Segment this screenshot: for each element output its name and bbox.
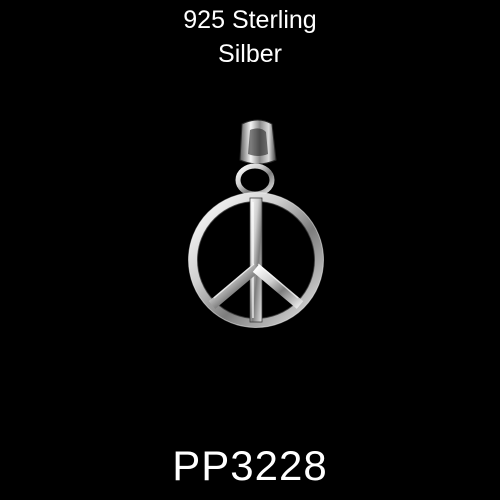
peace-sign-pendant	[150, 110, 350, 350]
peace-sign-vertical-bar	[250, 198, 262, 322]
product-code: PP3228	[172, 442, 328, 489]
peace-sign-left-diagonal	[212, 268, 256, 305]
material-caption-line-1: 925 Sterling	[183, 6, 317, 34]
material-caption-line-2: Silber	[218, 40, 282, 68]
peace-sign-right-diagonal	[256, 268, 300, 305]
jump-ring	[238, 166, 272, 194]
